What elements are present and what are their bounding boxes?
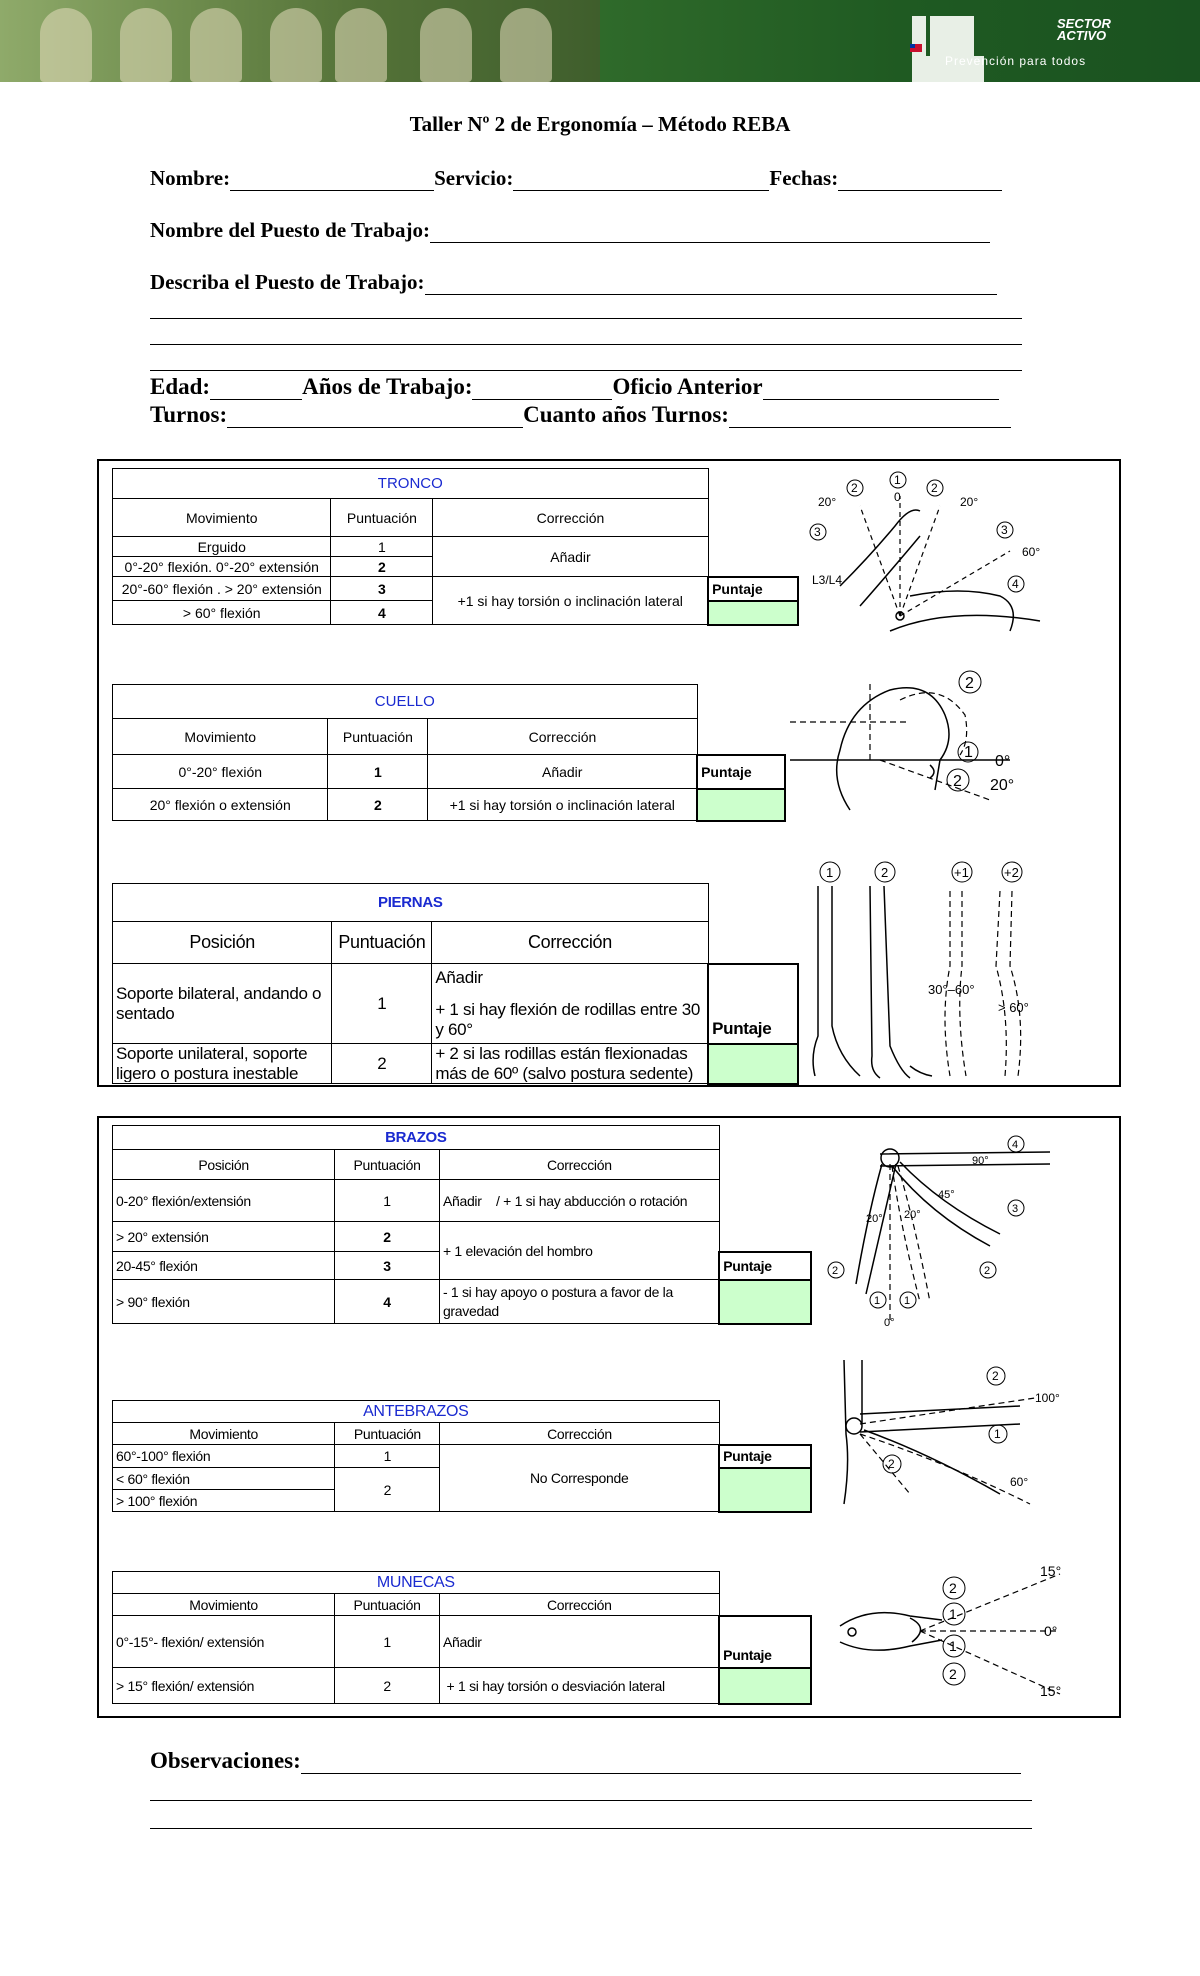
tronco-row-mov: > 60° flexión	[113, 601, 331, 625]
brazos-posture-diagram	[820, 1134, 1080, 1330]
describa-line[interactable]	[150, 318, 1022, 319]
cuello-title: CUELLO	[113, 685, 698, 719]
antebrazos-header-correccion: Corrección	[440, 1423, 719, 1445]
cuello-row-pts: 2	[328, 789, 428, 821]
brazos-diagram-label: 0°	[884, 1317, 895, 1329]
logo-text-bottom: ACTIVO	[1057, 28, 1107, 43]
brazos-title: BRAZOS	[113, 1126, 720, 1150]
tronco-diagram-label: 1	[894, 473, 901, 487]
munecas-row-pts: 1	[335, 1616, 440, 1668]
antebrazos-title: ANTEBRAZOS	[113, 1401, 720, 1423]
tronco-diagram-label: 60°	[1022, 545, 1041, 559]
oficio-anterior-field[interactable]	[763, 380, 999, 400]
cuello-puntaje-input[interactable]	[697, 789, 785, 821]
brazos-diagram-label: 3	[1012, 1203, 1019, 1215]
inp-logo-icon	[912, 16, 1052, 56]
observaciones-label: Observaciones:	[150, 1748, 301, 1773]
brazos-row-pts: 4	[335, 1280, 440, 1324]
row-puesto-nombre	[150, 218, 990, 243]
tronco-diagram-label: 2	[931, 481, 938, 495]
piernas-header-puntuacion: Puntuación	[332, 922, 432, 964]
nombre-label: Nombre:	[150, 166, 231, 190]
antebrazos-row-pts: 1	[335, 1445, 440, 1468]
antebrazos-row-mov: < 60° flexión	[113, 1468, 335, 1490]
munecas-diagram-label: 1	[949, 1606, 957, 1622]
tronco-diagram-label: 4	[1012, 577, 1019, 591]
tronco-row-pts: 4	[331, 601, 433, 625]
turnos-label: Turnos:	[150, 402, 228, 427]
brazos-header-posicion: Posición	[113, 1150, 335, 1180]
banner-photo-collage	[0, 0, 600, 82]
header-banner	[0, 0, 1200, 82]
brazos-puntaje-label: Puntaje	[719, 1252, 811, 1280]
piernas-row2-cor-text: + 2 si las rodillas están flexionadas más de 60º (salvo postura sedente)	[435, 1044, 694, 1082]
cuello-row-mov: 20° flexión o extensión	[113, 789, 328, 821]
piernas-row-mov: Soporte bilateral, andando o sentado	[113, 964, 332, 1044]
banner-photo-person	[335, 8, 387, 82]
munecas-row-cor: Añadir	[439, 1616, 719, 1668]
brazos-row-mov: 20-45° flexión	[113, 1252, 335, 1280]
munecas-diagram-label: 0°	[1044, 1623, 1058, 1639]
banner-photo-person	[420, 8, 472, 82]
banner-photo-person	[40, 8, 92, 82]
piernas-title: PIERNAS	[113, 884, 709, 922]
observaciones-field[interactable]	[301, 1754, 1021, 1774]
banner-photo-person	[120, 8, 172, 82]
munecas-row-mov: 0°-15°- flexión/ extensión	[113, 1616, 335, 1668]
tronco-header-correccion: Corrección	[433, 499, 708, 537]
piernas-row-cor	[432, 964, 708, 1044]
munecas-title: MUNECAS	[113, 1572, 720, 1594]
brazos-diagram-label: 1	[874, 1295, 881, 1307]
brazos-diagram-label: 2	[984, 1265, 991, 1277]
tronco-diagram-label: L3/L4	[812, 573, 843, 587]
banner-photo-person	[270, 8, 322, 82]
antebrazos-header-movimiento: Movimiento	[113, 1423, 335, 1445]
brazos-diagram-label: 45°	[938, 1189, 955, 1201]
tronco-header-puntuacion: Puntuación	[331, 499, 433, 537]
munecas-puntaje-label: Puntaje	[719, 1616, 811, 1668]
piernas-cor-anadir: Añadir	[435, 967, 483, 987]
brazos-diagram-label: 20°	[904, 1209, 921, 1221]
tronco-row-pts: 2	[331, 557, 433, 577]
cuello-diagram-label: 0°	[995, 753, 1011, 770]
munecas-row-pts: 2	[335, 1668, 440, 1704]
antebrazos-diagram-label: 1	[994, 1427, 1001, 1441]
puesto-nombre-label: Nombre del Puesto de Trabajo:	[150, 218, 430, 242]
brazos-cor-hombro: + 1 elevación del hombro	[439, 1222, 719, 1280]
tronco-correccion-anadir: Añadir	[433, 537, 708, 577]
tronco-diagram-label: 3	[814, 525, 821, 539]
munecas-diagram-label: 1	[949, 1638, 957, 1654]
antebrazos-row-pts: 2	[335, 1468, 440, 1512]
munecas-header-puntuacion: Puntuación	[335, 1594, 440, 1616]
brazos-row-mov: 0-20° flexión/extensión	[113, 1180, 335, 1222]
observaciones-row	[150, 1748, 1021, 1774]
anos-trabajo-field[interactable]	[472, 380, 612, 400]
edad-field[interactable]	[210, 380, 302, 400]
antebrazos-row-mov: > 100° flexión	[113, 1490, 335, 1512]
piernas-diagram-label: > 60°	[998, 1000, 1029, 1015]
anos-trabajo-label: Años de Trabajo:	[302, 374, 473, 399]
antebrazos-cor: No Corresponde	[440, 1445, 719, 1512]
piernas-table	[112, 883, 799, 1085]
tronco-diagram-label: 20°	[818, 495, 837, 509]
brazos-header-puntuacion: Puntuación	[335, 1150, 440, 1180]
piernas-posture-diagram	[800, 856, 1050, 1086]
munecas-header-correccion: Corrección	[439, 1594, 719, 1616]
row-edad-anos-oficio	[150, 374, 999, 400]
antebrazos-puntaje-label: Puntaje	[719, 1445, 811, 1468]
row-nombre-servicio-fechas	[150, 166, 1002, 191]
piernas-diagram-label: +1	[954, 865, 969, 880]
piernas-puntaje-label: Puntaje	[708, 964, 798, 1044]
brazos-diagram-label: 20°	[866, 1213, 883, 1225]
brazos-row-mov: > 20° extensión	[113, 1222, 335, 1252]
cuello-table	[112, 684, 786, 822]
munecas-row-mov: > 15° flexión/ extensión	[113, 1668, 335, 1704]
munecas-diagram-label: 15°	[1040, 1563, 1062, 1579]
puesto-nombre-field[interactable]	[430, 223, 990, 243]
cuello-row-mov: 0°-20° flexión	[113, 755, 328, 789]
brazos-row-pts: 3	[335, 1252, 440, 1280]
tronco-row-mov: Erguido	[113, 537, 331, 557]
logo-text-top: SECTOR	[1057, 16, 1111, 31]
antebrazos-header-puntuacion: Puntuación	[335, 1423, 440, 1445]
tronco-correccion-torsion: +1 si hay torsión o inclinación lateral	[433, 577, 708, 625]
cuello-header-puntuacion: Puntuación	[328, 719, 428, 755]
fechas-label: Fechas:	[769, 166, 839, 190]
antebrazos-puntaje-input[interactable]	[719, 1468, 811, 1512]
logo-text	[1057, 18, 1111, 42]
antebrazos-diagram-label: 2	[992, 1369, 999, 1383]
piernas-diagram-label: 1	[826, 865, 834, 880]
tronco-diagram-label: 2	[851, 481, 858, 495]
munecas-diagram-label: 15°	[1040, 1683, 1062, 1699]
cuello-header-correccion: Corrección	[428, 719, 697, 755]
munecas-diagram-label: 2	[949, 1666, 957, 1682]
tronco-diagram-label: 20°	[960, 495, 979, 509]
inp-logo-area	[600, 0, 1200, 82]
cuello-row-cor: Añadir	[428, 755, 697, 789]
servicio-field[interactable]	[513, 171, 769, 191]
tronco-table	[112, 468, 799, 626]
row-turnos	[150, 402, 1011, 428]
cuello-diagram-label: 1	[964, 744, 973, 761]
brazos-diagram-label: 1	[904, 1295, 911, 1307]
tronco-row-mov: 20°-60° flexión . > 20° extensión	[113, 577, 331, 601]
tronco-header-movimiento: Movimiento	[113, 499, 331, 537]
piernas-diagram-label: 2	[881, 865, 889, 880]
tronco-diagram-label: 3	[1001, 523, 1008, 537]
antebrazos-diagram-label: 60°	[1010, 1475, 1029, 1489]
munecas-table	[112, 1571, 812, 1705]
cuello-row-pts: 1	[328, 755, 428, 789]
tronco-puntaje-label: Puntaje	[708, 577, 798, 601]
piernas-row-pts: 1	[332, 964, 432, 1044]
brazos-diagram-label: 4	[1012, 1139, 1019, 1151]
cuello-diagram-label: 2	[965, 675, 974, 692]
piernas-header-posicion: Posición	[113, 922, 332, 964]
logo-tagline: Prevención para todos	[945, 54, 1087, 68]
tronco-row-pts: 3	[331, 577, 433, 601]
brazos-puntaje-input[interactable]	[719, 1280, 811, 1324]
tronco-puntaje-input[interactable]	[708, 601, 798, 625]
page-title: Taller Nº 2 de Ergonomía – Método REBA	[409, 112, 791, 136]
antebrazos-row-mov: 60°-100° flexión	[113, 1445, 335, 1468]
fechas-field[interactable]	[838, 171, 1002, 191]
munecas-posture-diagram	[830, 1556, 1080, 1706]
piernas-row-cor	[432, 1044, 708, 1084]
cuello-puntaje-label: Puntaje	[697, 755, 785, 789]
chile-flag-icon	[910, 44, 922, 52]
turnos-field[interactable]	[227, 408, 523, 428]
brazos-diagram-label: 2	[832, 1265, 839, 1277]
servicio-label: Servicio:	[434, 166, 514, 190]
brazos-cor-gravedad: - 1 si hay apoyo o postura a favor de la gravedad	[439, 1280, 719, 1324]
antebrazos-posture-diagram	[830, 1354, 1070, 1514]
piernas-row-pts: 2	[332, 1044, 432, 1084]
observaciones-line[interactable]	[150, 1828, 1032, 1829]
describa-line[interactable]	[150, 370, 1022, 371]
antebrazos-diagram-label: 100°	[1035, 1391, 1060, 1405]
cuello-diagram-label: 2	[953, 773, 962, 790]
cuello-row-cor: +1 si hay torsión o inclinación lateral	[428, 789, 697, 821]
brazos-row-pts: 1	[335, 1180, 440, 1222]
antebrazos-table	[112, 1400, 812, 1513]
brazos-row-mov: > 90° flexión	[113, 1280, 335, 1324]
oficio-anterior-label: Oficio Anterior	[612, 374, 763, 399]
puesto-describa-field[interactable]	[425, 275, 997, 295]
row-puesto-describa	[150, 270, 997, 295]
tronco-row-pts: 1	[331, 537, 433, 557]
antebrazos-diagram-label: 2	[888, 1457, 895, 1471]
cuello-header-movimiento: Movimiento	[113, 719, 328, 755]
piernas-diagram-label: 30°–60°	[928, 982, 975, 997]
tronco-posture-diagram	[800, 466, 1062, 636]
piernas-diagram-label: +2	[1004, 865, 1019, 880]
edad-label: Edad:	[150, 374, 211, 399]
tronco-row-mov: 0°-20° flexión. 0°-20° extensión	[113, 557, 331, 577]
banner-photo-person	[190, 8, 242, 82]
nombre-field[interactable]	[230, 171, 434, 191]
cuello-posture-diagram	[790, 660, 1040, 820]
piernas-row-mov	[113, 1044, 332, 1084]
cuanto-turnos-label: Cuanto años Turnos:	[523, 402, 729, 427]
brazos-cor-anadir: Añadir / + 1 si hay abducción o rotación	[439, 1180, 719, 1222]
banner-photo-person	[500, 8, 552, 82]
describa-line[interactable]	[150, 344, 1022, 345]
piernas-cor-flexion: + 1 si hay flexión de rodillas entre 30 y 60°	[435, 999, 701, 1039]
brazos-table	[112, 1125, 812, 1325]
piernas-puntaje-input[interactable]	[708, 1044, 798, 1084]
brazos-diagram-label: 90°	[972, 1155, 989, 1167]
munecas-puntaje-input[interactable]	[719, 1668, 811, 1704]
observaciones-line[interactable]	[150, 1800, 1032, 1801]
tronco-diagram-label: 0	[894, 490, 901, 504]
brazos-row-pts: 2	[335, 1222, 440, 1252]
puesto-describa-label: Describa el Puesto de Trabajo:	[150, 270, 425, 294]
munecas-diagram-label: 2	[949, 1580, 957, 1596]
tronco-title: TRONCO	[113, 469, 709, 499]
cuello-diagram-label: 20°	[990, 777, 1015, 794]
piernas-row2-mov-text: Soporte unilateral, soporte ligero o postura inestable	[116, 1044, 308, 1082]
brazos-header-correccion: Corrección	[439, 1150, 719, 1180]
munecas-row-cor: + 1 si hay torsión o desviación lateral	[439, 1668, 719, 1704]
munecas-header-movimiento: Movimiento	[113, 1594, 335, 1616]
piernas-header-correccion: Corrección	[432, 922, 708, 964]
cuanto-turnos-field[interactable]	[729, 408, 1011, 428]
